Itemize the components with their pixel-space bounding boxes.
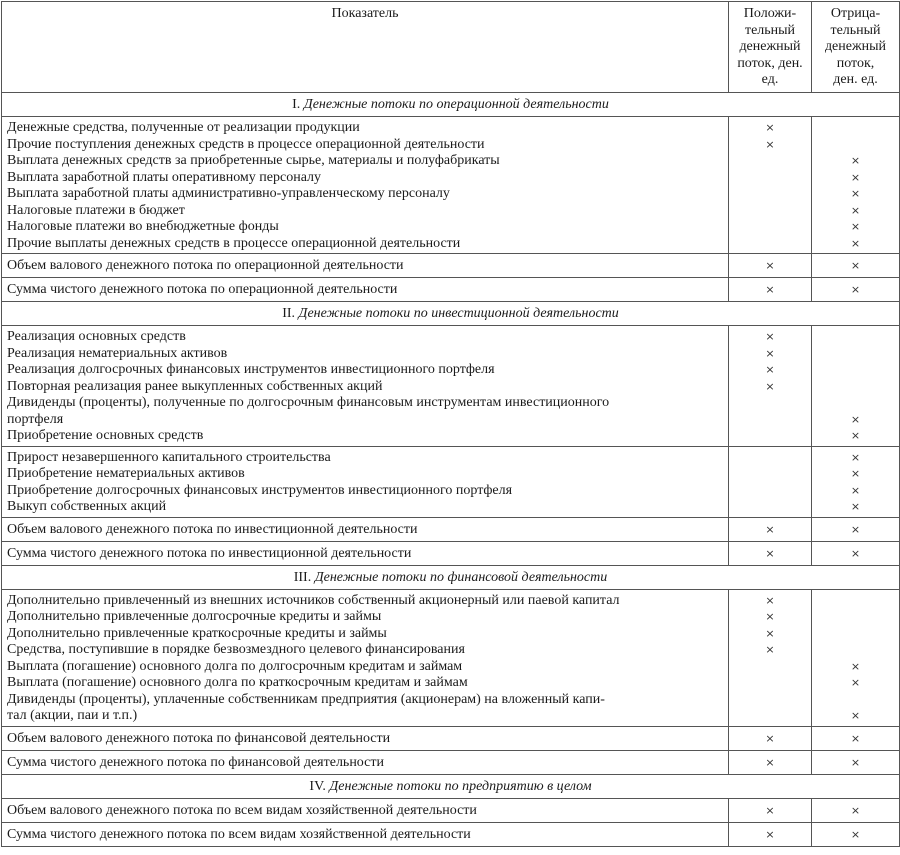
negative-mark: × — [850, 187, 861, 200]
indicator-text: Дополнительно привлеченные краткосрочные кредиты и займы — [7, 625, 387, 641]
positive-mark — [729, 450, 811, 467]
positive-mark: × — [765, 593, 775, 607]
negative-cell — [812, 326, 900, 447]
indicator-text: Выплата денежных средств за приобретенные сырье, материалы и полуфабрикаты — [7, 153, 500, 168]
section-header-row — [2, 93, 900, 117]
item-group-row — [2, 589, 900, 726]
summary-label: Объем валового денежного потока по инвестиционной деятельности — [2, 517, 729, 541]
summary-row — [2, 517, 900, 541]
negative-mark: × — [850, 429, 861, 442]
header-text: Положи- — [743, 6, 797, 21]
negative-mark: × — [812, 726, 900, 750]
negative-mark — [812, 329, 899, 346]
negative-mark — [812, 120, 899, 137]
section-title-text: Денежные потоки по операционной деятельности — [303, 97, 609, 112]
section-number: IV. — [309, 778, 326, 794]
summary-label: Объем валового денежного потока по финансовой деятельности — [2, 726, 729, 750]
section-number: III. — [293, 569, 312, 585]
positive-mark: × — [729, 278, 812, 302]
positive-mark: × — [729, 541, 812, 565]
negative-mark: × — [850, 659, 861, 673]
positive-mark — [729, 483, 811, 500]
positive-mark: × — [765, 643, 775, 656]
negative-mark: × — [850, 412, 861, 426]
indicator-text: Прочие выплаты денежных средств в процессе операционной деятельности — [7, 235, 461, 251]
indicator-cell — [2, 446, 729, 517]
section-title-text: Денежные потоки по инвестиционной деятельности — [298, 306, 619, 321]
indicator-text: тал (акции, паи и т.п.) — [7, 708, 138, 723]
negative-mark — [812, 692, 899, 709]
positive-mark: × — [729, 517, 812, 541]
negative-mark: × — [812, 750, 900, 774]
section-title-text: Денежные потоки по предприятию в целом — [329, 778, 592, 794]
indicator-text: Повторная реализация ранее выкупленных собственных акций — [7, 378, 383, 394]
indicator-text: Средства, поступившие в порядке безвозмездного целевого финансирования — [7, 642, 465, 657]
header-text: ден. ед. — [833, 72, 878, 87]
positive-cell — [729, 117, 812, 254]
positive-mark: × — [765, 363, 775, 376]
indicator-text: Дивиденды (проценты), уплаченные собственникам предприятия (акционерам) на вложенный капи- — [7, 691, 605, 707]
positive-mark: × — [765, 610, 775, 623]
item-group-row — [2, 326, 900, 447]
positive-mark: × — [765, 330, 775, 343]
indicator-text: Выкуп собственных акций — [7, 499, 167, 514]
header-text: тельный — [744, 22, 796, 38]
indicator-text: Дополнительно привлеченный из внешних источников собственный акционерный или паевой капитал — [7, 592, 620, 608]
header-text: поток, ден. — [737, 55, 803, 71]
section-title — [2, 565, 900, 589]
indicator-text: Реализация основных средств — [7, 329, 186, 344]
header-text: тельный — [830, 22, 881, 38]
negative-mark: × — [850, 154, 861, 167]
summary-label: Объем валового денежного потока по операционной деятельности — [2, 254, 729, 278]
summary-label: Сумма чистого денежного потока по операционной деятельности — [2, 278, 729, 302]
indicator-text: Приобретение нематериальных активов — [7, 466, 245, 481]
negative-mark — [812, 362, 899, 379]
indicator-text: Выплата (погашение) основного долга по краткосрочным кредитам и займам — [7, 675, 468, 690]
indicator-text: Выплата (погашение) основного долга по долгосрочным кредитам и займам — [7, 658, 463, 674]
section-title — [2, 302, 900, 326]
summary-row — [2, 798, 900, 822]
negative-cell — [812, 446, 900, 517]
positive-mark — [729, 659, 811, 676]
summary-label: Сумма чистого денежного потока по финансовой деятельности — [2, 750, 729, 774]
positive-cell — [729, 589, 812, 726]
positive-mark — [729, 692, 811, 709]
positive-cell — [729, 326, 812, 447]
negative-mark — [812, 137, 899, 154]
positive-mark — [729, 466, 811, 483]
indicator-text: портфеля — [7, 411, 64, 427]
summary-row — [2, 822, 900, 846]
indicator-cell — [2, 117, 729, 254]
indicator-text: Дивиденды (проценты), полученные по долгосрочным финансовым инструментам инвестиционного — [7, 395, 610, 410]
section-number: I. — [292, 97, 301, 112]
header-negative-flow — [812, 2, 900, 93]
positive-mark: × — [765, 137, 775, 151]
negative-mark — [812, 609, 899, 626]
negative-mark: × — [812, 278, 900, 302]
negative-cell — [812, 589, 900, 726]
negative-mark: × — [850, 709, 861, 722]
indicator-text: Выплата заработной платы оперативному персоналу — [7, 169, 322, 185]
negative-mark: × — [812, 254, 900, 278]
negative-cell — [812, 117, 900, 254]
header-indicator: Показатель — [2, 2, 729, 93]
summary-label: Сумма чистого денежного потока по инвестиционной деятельности — [2, 541, 729, 565]
section-header-row — [2, 565, 900, 589]
positive-mark — [729, 412, 811, 429]
header-positive-flow — [729, 2, 812, 93]
table-body — [2, 93, 900, 847]
negative-mark: × — [850, 236, 861, 250]
indicator-text: Приобретение долгосрочных финансовых инструментов инвестиционного портфеля — [7, 482, 513, 498]
header-text: денежный — [824, 39, 887, 54]
positive-mark: × — [765, 379, 775, 393]
negative-mark: × — [812, 798, 900, 822]
positive-mark — [729, 499, 811, 516]
item-group-row — [2, 117, 900, 254]
summary-row — [2, 254, 900, 278]
header-text: поток, — [836, 55, 875, 71]
negative-mark — [812, 593, 899, 610]
header-text: Отрица- — [830, 6, 881, 21]
negative-mark: × — [850, 203, 861, 217]
positive-mark: × — [729, 726, 812, 750]
positive-mark — [729, 236, 811, 253]
negative-mark — [812, 346, 899, 363]
indicator-text: Денежные средства, полученные от реализации продукции — [7, 120, 360, 135]
negative-mark: × — [812, 517, 900, 541]
indicator-text: Налоговые платежи во внебюджетные фонды — [7, 219, 279, 234]
positive-cell — [729, 446, 812, 517]
summary-label: Объем валового денежного потока по всем видам хозяйственной деятельности — [2, 798, 729, 822]
section-number: II. — [282, 306, 296, 321]
positive-mark: × — [729, 798, 812, 822]
cash-flow-table — [1, 1, 900, 847]
section-title — [2, 774, 900, 798]
section-header-row — [2, 302, 900, 326]
positive-mark — [729, 153, 811, 170]
positive-mark: × — [729, 750, 812, 774]
summary-row — [2, 750, 900, 774]
indicator-cell — [2, 589, 729, 726]
indicator-text: Приобретение основных средств — [7, 428, 204, 443]
negative-mark: × — [850, 450, 861, 464]
indicator-text: Прирост незавершенного капитального строительства — [7, 449, 331, 465]
negative-mark: × — [850, 676, 861, 689]
positive-mark — [729, 186, 811, 203]
section-title — [2, 93, 900, 117]
header-text: денежный — [739, 39, 801, 54]
positive-mark — [729, 428, 811, 445]
indicator-text: Реализация долгосрочных финансовых инструментов инвестиционного портфеля — [7, 362, 495, 377]
summary-label: Сумма чистого денежного потока по всем видам хозяйственной деятельности — [2, 822, 729, 846]
item-group-row — [2, 446, 900, 517]
positive-mark: × — [729, 822, 812, 846]
negative-mark: × — [850, 500, 861, 513]
table-header — [2, 2, 900, 93]
negative-mark: × — [850, 467, 861, 480]
indicator-text: Выплата заработной платы административно-управленческому персоналу — [7, 186, 450, 201]
negative-mark — [812, 379, 899, 396]
negative-mark: × — [850, 220, 861, 233]
negative-mark — [812, 642, 899, 659]
negative-mark — [812, 626, 899, 643]
positive-mark — [729, 170, 811, 187]
positive-mark: × — [765, 121, 775, 134]
summary-row — [2, 726, 900, 750]
negative-mark — [812, 395, 899, 412]
positive-mark — [729, 395, 811, 412]
positive-mark — [729, 203, 811, 220]
summary-row — [2, 541, 900, 565]
summary-row — [2, 278, 900, 302]
section-header-row — [2, 774, 900, 798]
positive-mark: × — [765, 346, 775, 360]
negative-mark: × — [812, 541, 900, 565]
negative-mark: × — [850, 170, 861, 184]
positive-mark: × — [765, 626, 775, 640]
indicator-cell — [2, 326, 729, 447]
positive-mark — [729, 219, 811, 236]
negative-mark: × — [850, 483, 861, 497]
positive-mark: × — [729, 254, 812, 278]
positive-mark — [729, 708, 811, 725]
indicator-text: Дополнительно привлеченные долгосрочные кредиты и займы — [7, 609, 382, 624]
indicator-text: Прочие поступления денежных средств в процессе операционной деятельности — [7, 136, 485, 152]
indicator-text: Налоговые платежи в бюджет — [7, 202, 185, 218]
negative-mark: × — [812, 822, 900, 846]
header-text: ед. — [761, 72, 779, 87]
section-title-text: Денежные потоки по финансовой деятельности — [314, 569, 608, 585]
positive-mark — [729, 675, 811, 692]
indicator-text: Реализация нематериальных активов — [7, 345, 228, 361]
